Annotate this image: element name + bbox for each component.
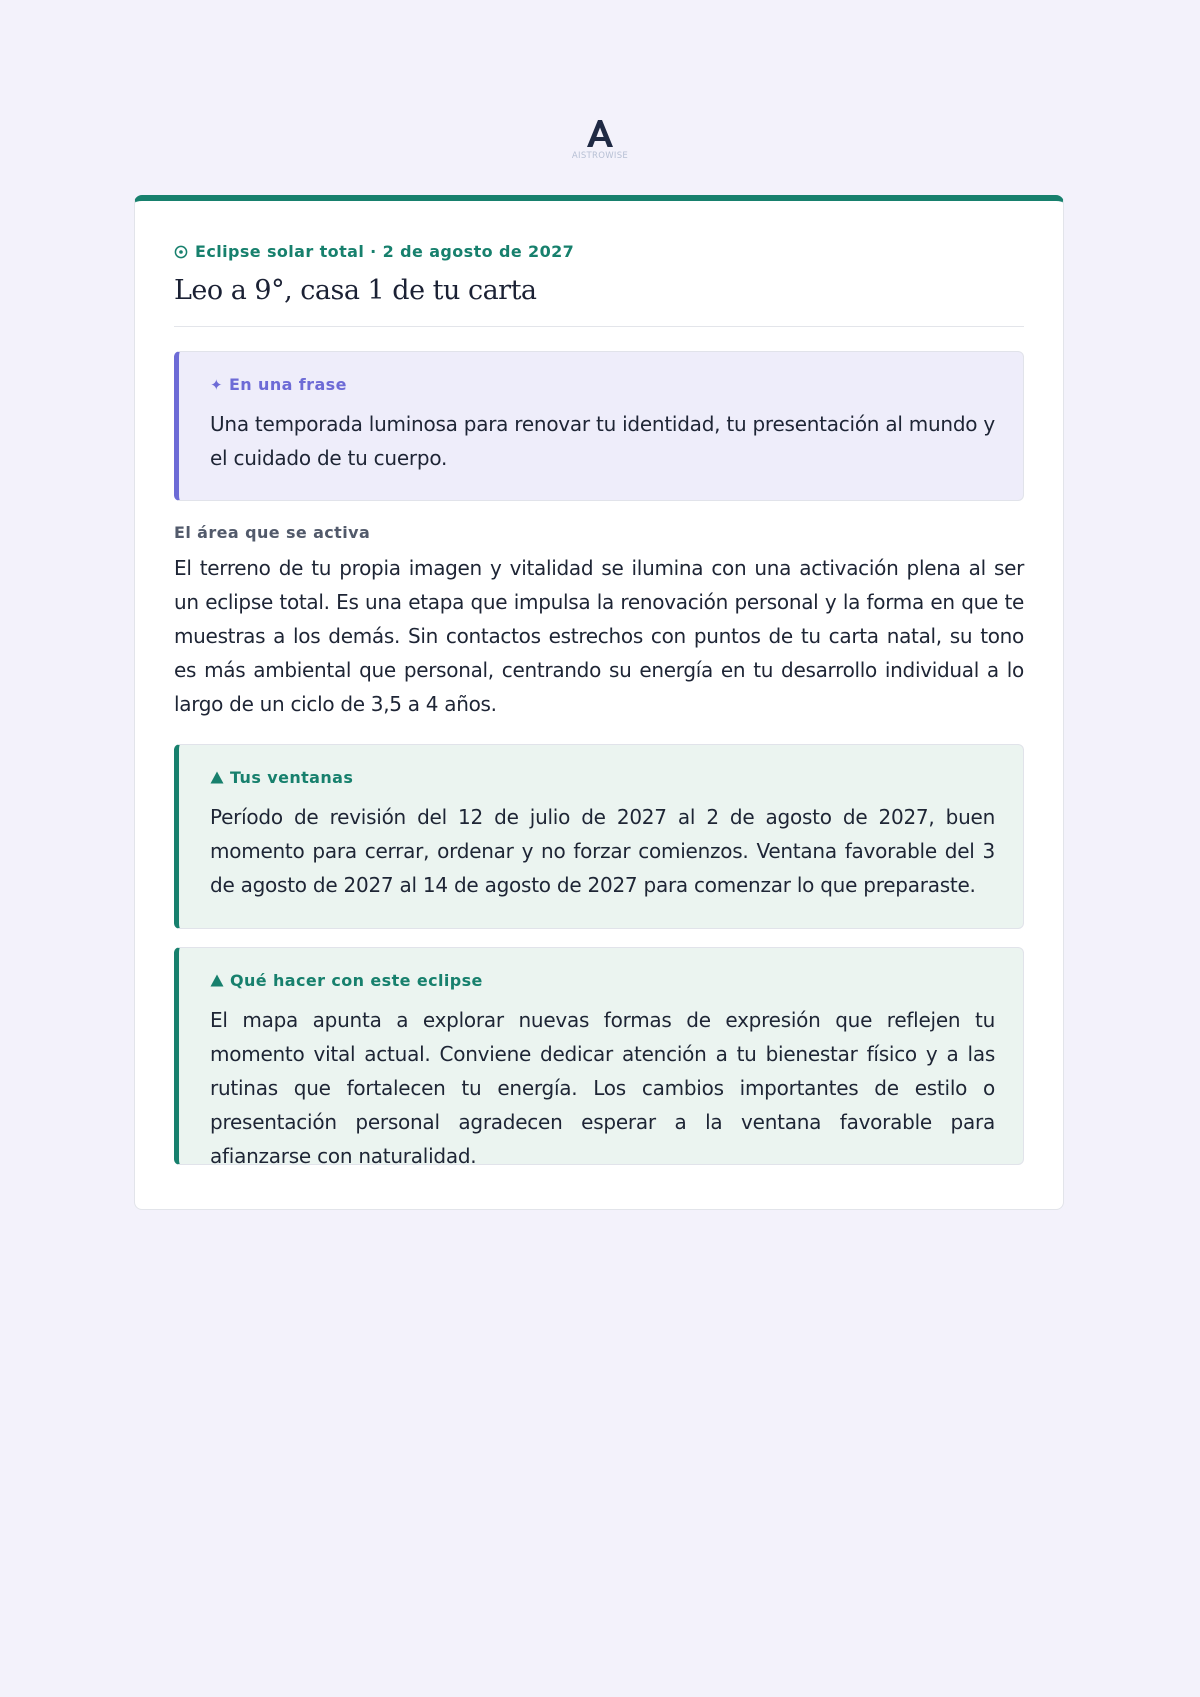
windows-label xyxy=(210,768,995,787)
page-title: Leo a 9°, casa 1 de tu carta xyxy=(174,275,537,306)
logo-a-mark xyxy=(583,118,617,148)
windows-text: Período de revisión del 12 de julio de 2027 al 2 de agosto de 2027, buen momento para cerrar, ordenar y no forzar comienzos. Ventana favorable del 3 de agosto de 2027 al 14 de agosto de 2027 para comenzar lo que preparaste. xyxy=(210,805,995,897)
eyebrow-text: Eclipse solar total · 2 de agosto de 2027 xyxy=(195,242,575,261)
eclipse-eyebrow xyxy=(174,242,574,261)
windows-label-text: Tus ventanas xyxy=(230,768,354,787)
phrase-label-text: En una frase xyxy=(228,375,347,394)
phrase-label xyxy=(210,375,995,394)
brand-logo xyxy=(0,118,1200,161)
area-label: El área que se activa xyxy=(174,523,371,542)
todo-label-text: Qué hacer con este eclipse xyxy=(230,971,483,990)
windows-callout xyxy=(174,744,1024,929)
triangle-icon xyxy=(210,974,224,987)
eclipse-card xyxy=(134,195,1064,1210)
target-icon xyxy=(174,245,188,259)
phrase-text: Una temporada luminosa para renovar tu identidad, tu presentación al mundo y el cuidado de tu cuerpo. xyxy=(210,412,995,470)
title-divider xyxy=(174,326,1024,327)
sparkle-icon: ✦ xyxy=(210,375,223,394)
triangle-icon xyxy=(210,771,224,784)
area-text: El terreno de tu propia imagen y vitalidad se ilumina con una activación plena al ser un eclipse total. Es una etapa que impulsa la renovación personal y la forma en que te muestras a los demás. Sin contactos estrechos con puntos de tu carta natal, su tono es más ambiental que personal, centrando su energía en tu desarrollo individual a lo largo de un ciclo de 3,5 a 4 años. xyxy=(174,556,1024,716)
todo-text: El mapa apunta a explorar nuevas formas de expresión que reflejen tu momento vital actual. Conviene dedicar atención a tu bienestar físico y a las rutinas que fortalecen tu energía. Los cambios importantes de estilo o presentación personal agradecen esperar a la ventana favorable para afianzarse con naturalidad. xyxy=(210,1008,995,1168)
todo-label xyxy=(210,971,995,990)
brand-name: AISTROWISE xyxy=(571,151,629,161)
phrase-callout xyxy=(174,351,1024,501)
todo-callout xyxy=(174,947,1024,1168)
